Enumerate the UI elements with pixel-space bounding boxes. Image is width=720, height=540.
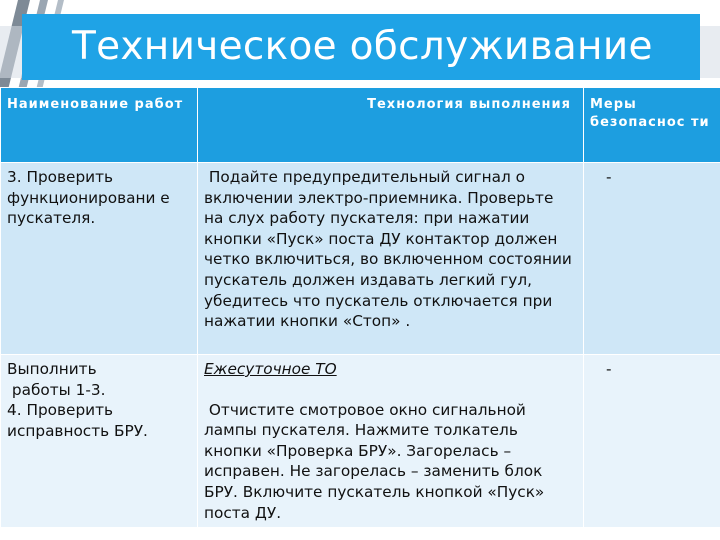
column-header-safety: Меры безопаснос ти (584, 88, 720, 163)
work-line: 4. Проверить исправность БРУ. (7, 401, 148, 440)
page-title: Техническое обслуживание (22, 14, 700, 80)
table-row (1, 163, 720, 355)
cell-technology (198, 355, 584, 528)
maintenance-table (0, 87, 720, 528)
cell-technology: Подайте предупредительный сигнал о включении электро-приемника. Проверьте на слух работу пускателя: при нажатии кнопки «Пуск» поста ДУ контактор должен четко включиться, во включенном состоянии пускатель должен издавать легкий гул, убедитесь что пускатель отключается при нажатии кнопки «Стоп» . (198, 163, 584, 355)
cell-safety (584, 355, 720, 528)
safety-value: - (606, 168, 612, 186)
technology-heading: Ежесуточное ТО (204, 360, 337, 378)
table-header-row (1, 88, 720, 163)
cell-safety (584, 163, 720, 355)
work-line: Выполнить (7, 360, 97, 378)
technology-text: Отчистите смотровое окно сигнальной лампы пускателя. Нажмите толкатель кнопки «Проверка БРУ». Загорелась – исправен. Не загорелась – заменить блок БРУ. Включите пускатель кнопкой «Пуск» поста ДУ. (204, 400, 550, 522)
work-line: работы 1-3. (7, 380, 106, 399)
safety-value: - (606, 360, 612, 378)
cell-work: 3. Проверить функционировани е пускателя. (1, 163, 198, 355)
table-row (1, 355, 720, 528)
column-header-work: Наименование работ (1, 88, 198, 163)
column-header-technology: Технология выполнения (198, 88, 584, 163)
cell-work (1, 355, 198, 528)
